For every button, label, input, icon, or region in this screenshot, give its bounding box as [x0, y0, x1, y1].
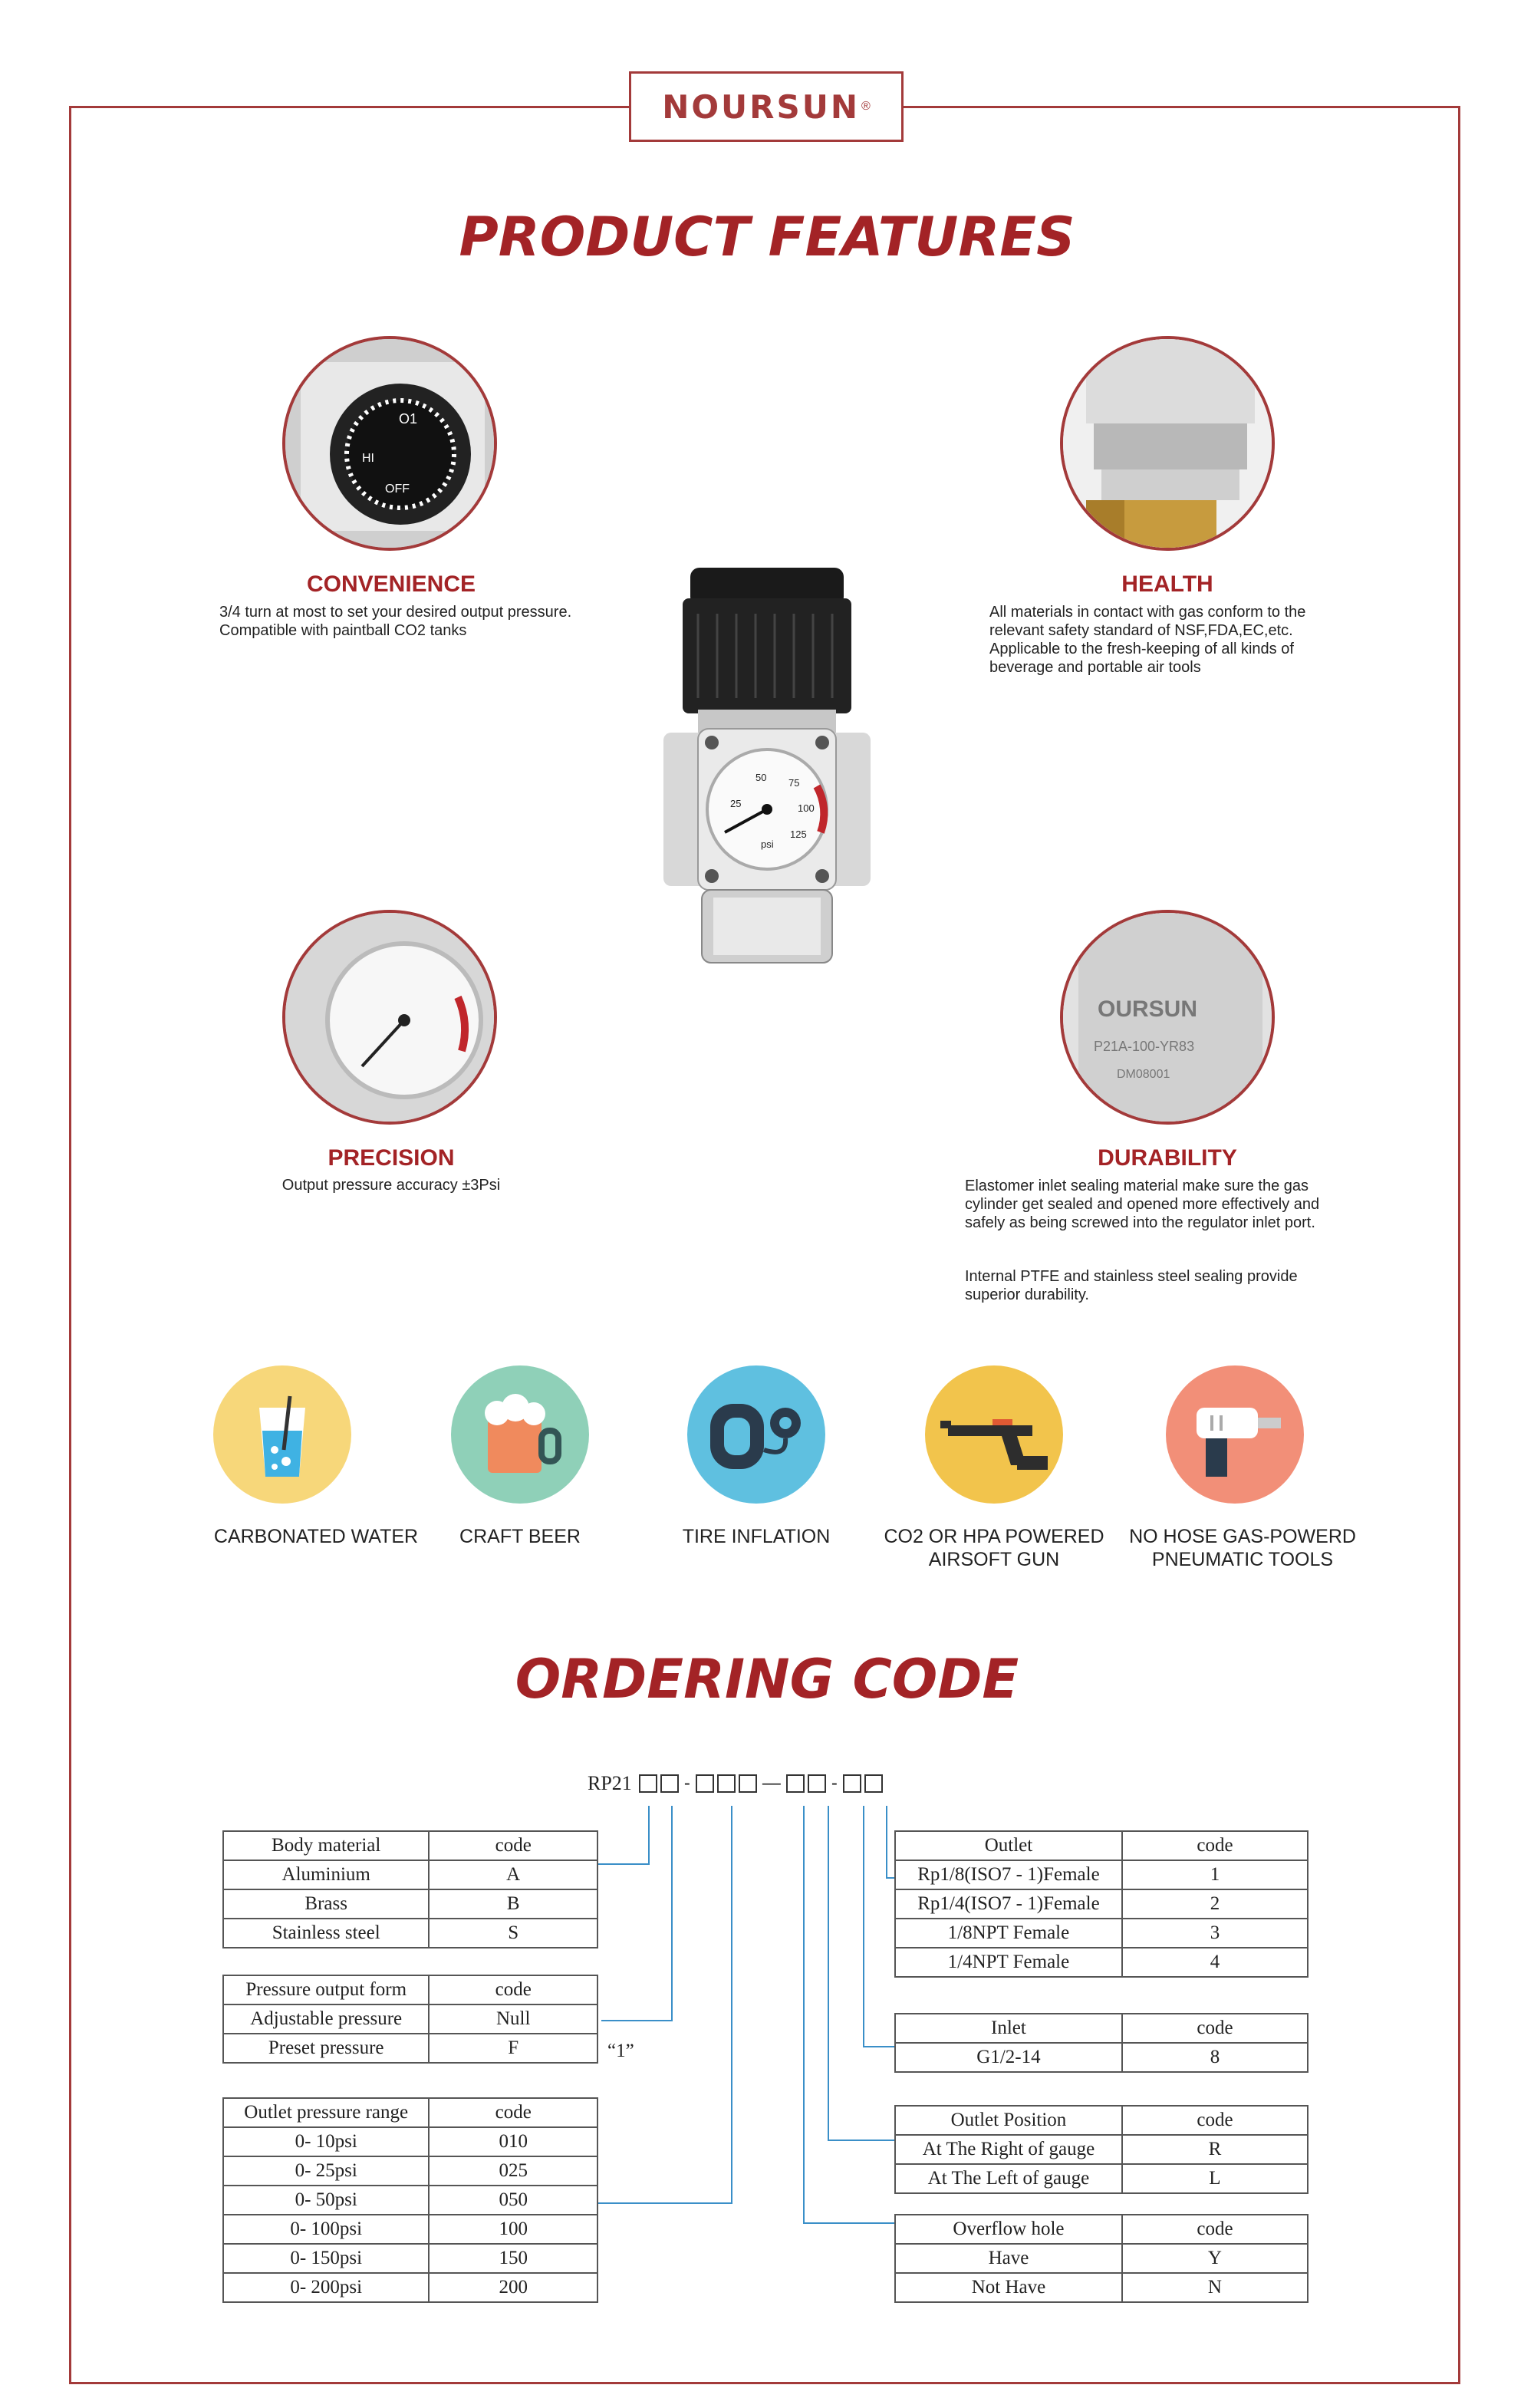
table-header-cell: Inlet: [895, 2014, 1122, 2043]
table-outlet-position: [894, 2105, 1309, 2194]
dial-label-off: OFF: [385, 483, 410, 496]
table-row: [895, 1948, 1308, 1977]
table-outlet: [894, 1830, 1309, 1978]
code-cell: Y: [1122, 2244, 1308, 2273]
table-pressure-form: [222, 1975, 598, 2064]
table-header-row: [895, 2014, 1308, 2043]
table-header-cell: Outlet Position: [895, 2106, 1122, 2135]
gauge-label-psi: psi: [761, 838, 774, 850]
app-label-beer: CRAFT BEER: [459, 1526, 581, 1547]
table-pressure-range: [222, 2097, 598, 2303]
dial-label-o1: O1: [399, 411, 418, 427]
table-row: [223, 1860, 597, 1889]
durability-text-2: Internal PTFE and stainless steel sealing provide superior durability.: [965, 1268, 1298, 1303]
table-body-material: [222, 1830, 598, 1948]
option-cell: 0- 25psi: [223, 2156, 429, 2186]
gauge-label-125: 125: [790, 828, 807, 840]
table-header-cell: code: [429, 1831, 597, 1860]
table-inlet: [894, 2013, 1309, 2073]
table-header-cell: code: [429, 2098, 597, 2127]
code-cell: 4: [1122, 1948, 1308, 1977]
option-cell: Rp1/8(ISO7 - 1)Female: [895, 1860, 1122, 1889]
convenience-title: CONVENIENCE: [306, 572, 476, 597]
note-one: “1”: [607, 2041, 634, 2061]
table-header-cell: code: [429, 1975, 597, 2004]
health-title: HEALTH: [1121, 572, 1213, 597]
option-cell: 1/8NPT Female: [895, 1919, 1122, 1948]
option-cell: 0- 10psi: [223, 2127, 429, 2156]
table-row: [223, 2273, 597, 2302]
brand-name: NOURSUN: [662, 87, 860, 126]
code-cell: S: [429, 1919, 597, 1948]
table-header-cell: code: [1122, 2106, 1308, 2135]
table-row: [895, 1919, 1308, 1948]
option-cell: Adjustable pressure: [223, 2004, 429, 2034]
table-row: [895, 2135, 1308, 2164]
table-header-cell: Outlet: [895, 1831, 1122, 1860]
engraving-serial: DM08001: [1117, 1068, 1170, 1081]
option-cell: 0- 50psi: [223, 2186, 429, 2215]
code-separator: —: [762, 1773, 781, 1794]
table-header-row: [223, 2098, 597, 2127]
engraving-model: P21A-100-YR83: [1094, 1039, 1195, 1054]
option-cell: Aluminium: [223, 1860, 429, 1889]
table-row: [895, 2273, 1308, 2302]
table-row: [223, 2004, 597, 2034]
option-cell: At The Right of gauge: [895, 2135, 1122, 2164]
code-cell: Null: [429, 2004, 597, 2034]
code-cell: 8: [1122, 2043, 1308, 2072]
code-cell: 050: [429, 2186, 597, 2215]
table-header-cell: Body material: [223, 1831, 429, 1860]
table-header-cell: Outlet pressure range: [223, 2098, 429, 2127]
option-cell: Preset pressure: [223, 2034, 429, 2063]
code-cell: 200: [429, 2273, 597, 2302]
table-row: [223, 1919, 597, 1948]
table-header-row: [223, 1831, 597, 1860]
engraving-brand: OURSUN: [1098, 996, 1198, 1022]
table-row: [895, 2244, 1308, 2273]
table-header-cell: code: [1122, 2215, 1308, 2244]
code-separator: -: [683, 1773, 690, 1794]
code-cell: R: [1122, 2135, 1308, 2164]
code-cell: A: [429, 1860, 597, 1889]
table-row: [223, 1889, 597, 1919]
precision-text: Output pressure accuracy ±3Psi: [281, 1177, 501, 1194]
option-cell: 1/4NPT Female: [895, 1948, 1122, 1977]
option-cell: 0- 200psi: [223, 2273, 429, 2302]
table-header-row: [895, 2106, 1308, 2135]
durability-title: DURABILITY: [1098, 1145, 1237, 1171]
features-title: PRODUCT FEATURES: [459, 206, 1075, 268]
table-row: [223, 2215, 597, 2244]
table-row: [895, 1860, 1308, 1889]
code-separator: -: [831, 1773, 838, 1794]
code-cell: 3: [1122, 1919, 1308, 1948]
app-label-pneumatic: NO HOSE GAS-POWERD PNEUMATIC TOOLS: [1129, 1526, 1356, 1570]
app-label-carbonated: CARBONATED WATER: [213, 1526, 419, 1547]
app-label-tire: TIRE INFLATION: [682, 1526, 831, 1547]
table-row: [223, 2244, 597, 2273]
option-cell: Have: [895, 2244, 1122, 2273]
code-cell: N: [1122, 2273, 1308, 2302]
code-cell: 2: [1122, 1889, 1308, 1919]
option-cell: Not Have: [895, 2273, 1122, 2302]
code-cell: 150: [429, 2244, 597, 2273]
option-cell: Rp1/4(ISO7 - 1)Female: [895, 1889, 1122, 1919]
convenience-text: 3/4 turn at most to set your desired output pressure. Compatible with paintball CO2 tanks: [219, 604, 572, 639]
gauge-label-25: 25: [730, 798, 742, 809]
code-cell: 1: [1122, 1860, 1308, 1889]
table-header-cell: code: [1122, 2014, 1308, 2043]
ordering-title: ORDERING CODE: [515, 1648, 1019, 1711]
table-row: [223, 2186, 597, 2215]
table-row: [895, 1889, 1308, 1919]
registered-mark: ®: [861, 100, 871, 113]
app-label-airsoft: CO2 OR HPA POWERED AIRSOFT GUN: [884, 1526, 1104, 1570]
code-cell: F: [429, 2034, 597, 2063]
table-row: [223, 2034, 597, 2063]
gauge-label-75: 75: [788, 777, 800, 789]
code-cell: 010: [429, 2127, 597, 2156]
code-prefix: RP21: [588, 1772, 632, 1794]
table-row: [895, 2043, 1308, 2072]
table-header-row: [895, 1831, 1308, 1860]
table-header-cell: code: [1122, 1831, 1308, 1860]
table-header-row: [895, 2215, 1308, 2244]
option-cell: At The Left of gauge: [895, 2164, 1122, 2193]
option-cell: Brass: [223, 1889, 429, 1919]
gauge-label-50: 50: [755, 772, 767, 783]
table-row: [223, 2156, 597, 2186]
table-header-cell: Overflow hole: [895, 2215, 1122, 2244]
option-cell: 0- 150psi: [223, 2244, 429, 2273]
health-text: All materials in contact with gas conform to the relevant safety standard of NSF,FDA,EC,etc. Applicable to the fresh-keeping of all kinds of beverage and portable air tools: [989, 604, 1306, 676]
table-row: [895, 2164, 1308, 2193]
option-cell: G1/2-14: [895, 2043, 1122, 2072]
option-cell: 0- 100psi: [223, 2215, 429, 2244]
table-overflow-hole: [894, 2214, 1309, 2303]
dial-label-hi: HI: [362, 452, 374, 465]
table-row: [223, 2127, 597, 2156]
durability-text-1: Elastomer inlet sealing material make sure the gas cylinder get sealed and opened more effectively and safely as being screwed into the regulator inlet port.: [965, 1178, 1320, 1231]
precision-title: PRECISION: [328, 1145, 455, 1171]
table-header-cell: Pressure output form: [223, 1975, 429, 2004]
code-cell: L: [1122, 2164, 1308, 2193]
table-header-row: [223, 1975, 597, 2004]
option-cell: Stainless steel: [223, 1919, 429, 1948]
code-cell: B: [429, 1889, 597, 1919]
code-cell: 025: [429, 2156, 597, 2186]
code-cell: 100: [429, 2215, 597, 2244]
gauge-label-100: 100: [798, 802, 815, 814]
